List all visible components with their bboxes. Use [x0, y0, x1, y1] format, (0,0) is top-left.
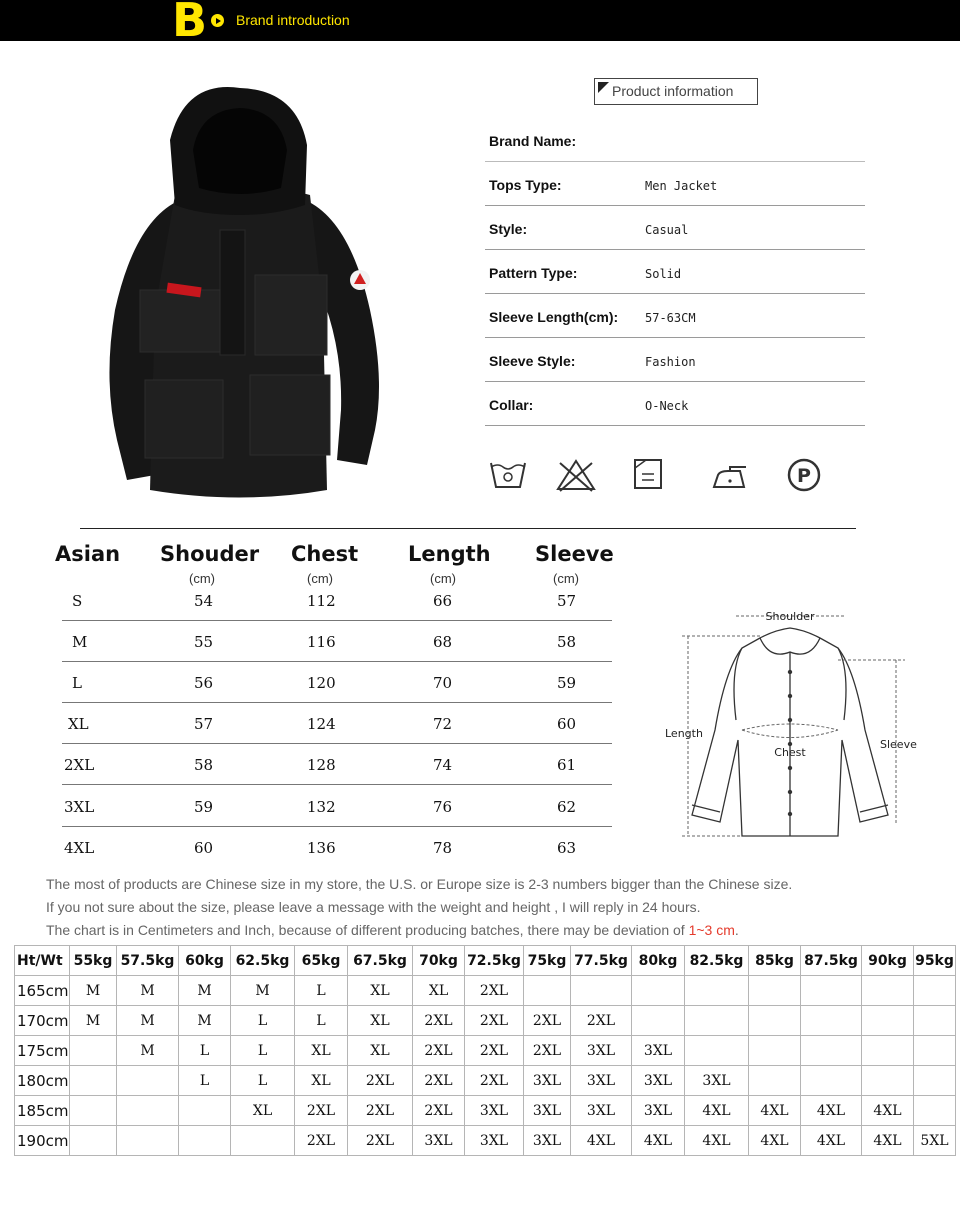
fit-size-cell: 4XL: [685, 1096, 749, 1126]
fit-size-cell: XL: [348, 1036, 413, 1066]
fit-weight-header: 90kg: [862, 946, 914, 976]
dry-flat-icon: [630, 455, 670, 495]
fit-size-cell: XL: [348, 976, 413, 1006]
fit-size-cell: [231, 1126, 295, 1156]
fit-size-cell: L: [179, 1066, 231, 1096]
fit-row: [15, 1096, 956, 1126]
fit-height-cell: 180cm: [15, 1066, 70, 1096]
fit-size-cell: [801, 1036, 862, 1066]
spec-key: Brand Name:: [489, 133, 577, 149]
fit-size-cell: 2XL: [465, 1036, 524, 1066]
size-cell: 66: [433, 592, 453, 610]
spec-key: Style:: [489, 221, 528, 237]
fit-size-cell: 3XL: [571, 1036, 632, 1066]
corner-triangle-icon: [598, 82, 609, 93]
fit-weight-header: 70kg: [413, 946, 465, 976]
fit-size-cell: 2XL: [295, 1126, 348, 1156]
fit-row: [15, 976, 956, 1006]
fit-weight-header: 75kg: [524, 946, 571, 976]
fit-height-cell: 165cm: [15, 976, 70, 1006]
size-cell: 54: [194, 592, 214, 610]
fit-size-cell: 2XL: [524, 1036, 571, 1066]
fit-size-cell: L: [231, 1006, 295, 1036]
fit-size-cell: 4XL: [685, 1126, 749, 1156]
fit-size-cell: 2XL: [571, 1006, 632, 1036]
fit-size-cell: 2XL: [413, 1096, 465, 1126]
size-cell: S: [72, 592, 83, 610]
fit-size-cell: L: [231, 1066, 295, 1096]
size-note-3-prefix: The chart is in Centimeters and Inch, because of different producing batches, there may be deviation of: [46, 922, 689, 938]
spec-value: 57-63CM: [645, 311, 696, 325]
fit-row: [15, 1126, 956, 1156]
size-cell: 59: [557, 674, 577, 692]
size-unit-label: (cm): [430, 571, 456, 586]
size-header-chest: Chest: [291, 542, 359, 566]
fit-size-cell: 3XL: [524, 1066, 571, 1096]
fit-size-cell: 3XL: [465, 1096, 524, 1126]
fit-size-cell: [179, 1096, 231, 1126]
spec-row: [485, 338, 865, 382]
fit-size-cell: [685, 976, 749, 1006]
fit-size-cell: [632, 976, 685, 1006]
fit-size-cell: 3XL: [413, 1126, 465, 1156]
fit-size-cell: [801, 976, 862, 1006]
fit-size-cell: [179, 1126, 231, 1156]
fit-size-cell: [117, 1126, 179, 1156]
size-cell: 74: [433, 756, 453, 774]
spec-value: Men Jacket: [645, 179, 718, 193]
no-bleach-icon: [556, 455, 596, 495]
fit-size-cell: L: [295, 1006, 348, 1036]
fit-size-cell: XL: [295, 1066, 348, 1096]
size-cell: 57: [557, 592, 577, 610]
spec-key: Sleeve Length(cm):: [489, 309, 619, 325]
fit-size-cell: [571, 976, 632, 1006]
fit-size-cell: 2XL: [465, 1066, 524, 1096]
fit-size-cell: M: [179, 1006, 231, 1036]
iron-icon: [710, 455, 750, 495]
size-note-1: The most of products are Chinese size in my store, the U.S. or Europe size is 2-3 numbers bigger than the Chinese size.: [46, 876, 793, 892]
fit-weight-header: 85kg: [749, 946, 801, 976]
fit-size-cell: 3XL: [465, 1126, 524, 1156]
spec-row: [485, 382, 865, 426]
brand-logo-letter: B: [172, 0, 208, 47]
size-cell: 59: [194, 798, 214, 816]
fit-size-cell: 3XL: [632, 1096, 685, 1126]
size-cell: L: [72, 674, 82, 692]
fit-size-cell: [914, 1006, 956, 1036]
fit-size-cell: [749, 976, 801, 1006]
fit-size-cell: [801, 1066, 862, 1096]
fit-size-cell: 3XL: [685, 1066, 749, 1096]
fit-size-cell: 2XL: [413, 1036, 465, 1066]
fit-weight-header: 62.5kg: [231, 946, 295, 976]
fit-size-cell: [70, 1036, 117, 1066]
spec-value: Fashion: [645, 355, 696, 369]
product-info-tag: [594, 78, 758, 105]
fit-size-cell: 4XL: [801, 1096, 862, 1126]
fit-size-cell: XL: [295, 1036, 348, 1066]
spec-key: Sleeve Style:: [489, 353, 576, 369]
fit-size-cell: [749, 1006, 801, 1036]
fit-size-cell: 4XL: [749, 1096, 801, 1126]
spec-row: [485, 294, 865, 338]
wash-30-icon: [488, 455, 528, 495]
product-spec-table: [485, 118, 865, 426]
fit-size-cell: 2XL: [295, 1096, 348, 1126]
size-row: [62, 703, 612, 744]
fit-size-cell: L: [295, 976, 348, 1006]
fit-size-cell: L: [179, 1036, 231, 1066]
size-cell: 61: [557, 756, 577, 774]
fit-size-cell: 3XL: [524, 1126, 571, 1156]
dry-clean-p-icon: [785, 455, 825, 495]
fit-size-cell: M: [70, 1006, 117, 1036]
fit-size-cell: 2XL: [348, 1096, 413, 1126]
size-note-2: If you not sure about the size, please leave a message with the weight and height , I will reply in 24 hours.: [46, 899, 701, 915]
size-row: [62, 744, 612, 785]
fit-size-cell: 3XL: [571, 1066, 632, 1096]
fit-size-cell: [749, 1036, 801, 1066]
fit-table: [14, 945, 956, 1156]
size-unit-label: (cm): [307, 571, 333, 586]
fit-size-cell: 3XL: [571, 1096, 632, 1126]
size-cell: 70: [433, 674, 453, 692]
size-cell: 136: [307, 839, 336, 857]
fit-height-cell: 185cm: [15, 1096, 70, 1126]
size-cell: 57: [194, 715, 214, 733]
fit-corner: Ht/Wt: [15, 946, 70, 976]
size-cell: 3XL: [64, 798, 95, 816]
fit-weight-header: 95kg: [914, 946, 956, 976]
fit-size-cell: [862, 1036, 914, 1066]
fit-size-cell: 4XL: [862, 1126, 914, 1156]
size-cell: M: [72, 633, 88, 651]
size-cell: 72: [433, 715, 453, 733]
fit-size-cell: [70, 1126, 117, 1156]
measurement-diagram: [660, 600, 930, 845]
size-row: [62, 662, 612, 703]
fit-size-cell: 2XL: [524, 1006, 571, 1036]
fit-size-cell: M: [117, 1006, 179, 1036]
size-row: [62, 621, 612, 662]
size-note-3-suffix: .: [734, 922, 739, 938]
fit-size-cell: 4XL: [571, 1126, 632, 1156]
fit-size-cell: 5XL: [914, 1126, 956, 1156]
fit-size-cell: XL: [348, 1006, 413, 1036]
size-cell: 128: [307, 756, 336, 774]
fit-weight-header: 55kg: [70, 946, 117, 976]
spec-row: [485, 162, 865, 206]
spec-row: [485, 206, 865, 250]
fit-header-row: [15, 946, 956, 976]
fit-weight-header: 80kg: [632, 946, 685, 976]
size-row: [62, 786, 612, 827]
fit-size-cell: 2XL: [465, 1006, 524, 1036]
fit-size-cell: XL: [413, 976, 465, 1006]
fit-row: [15, 1036, 956, 1066]
size-header-asian: Asian: [55, 542, 121, 566]
fit-size-cell: [117, 1096, 179, 1126]
size-cell: 124: [307, 715, 336, 733]
fit-size-cell: [524, 976, 571, 1006]
fit-weight-header: 60kg: [179, 946, 231, 976]
fit-size-cell: 4XL: [749, 1126, 801, 1156]
deviation-highlight: 1~3 cm: [688, 922, 735, 938]
fit-weight-header: 67.5kg: [348, 946, 413, 976]
spec-value: Casual: [645, 223, 689, 237]
section-divider: [80, 528, 856, 529]
diagram-label-length: Length: [665, 727, 703, 740]
fit-size-cell: [914, 1096, 956, 1126]
diagram-label-chest: Chest: [774, 746, 806, 759]
fit-size-cell: 4XL: [862, 1096, 914, 1126]
fit-height-cell: 190cm: [15, 1126, 70, 1156]
play-bullet-icon: [211, 14, 224, 27]
size-cell: 58: [557, 633, 577, 651]
fit-weight-header: 65kg: [295, 946, 348, 976]
size-row: [62, 580, 612, 621]
fit-size-cell: [862, 976, 914, 1006]
size-header-length: Length: [408, 542, 491, 566]
spec-key: Collar:: [489, 397, 534, 413]
fit-row: [15, 1006, 956, 1036]
fit-size-cell: [70, 1096, 117, 1126]
fit-size-cell: [801, 1006, 862, 1036]
fit-height-cell: 170cm: [15, 1006, 70, 1036]
size-cell: 116: [307, 633, 336, 651]
fit-size-cell: M: [117, 1036, 179, 1066]
fit-size-cell: [685, 1006, 749, 1036]
size-cell: 58: [194, 756, 214, 774]
fit-size-cell: [117, 1066, 179, 1096]
fit-size-cell: M: [179, 976, 231, 1006]
size-cell: 62: [557, 798, 577, 816]
size-cell: 76: [433, 798, 453, 816]
svg-text:P: P: [797, 465, 811, 487]
size-unit-label: (cm): [189, 571, 215, 586]
spec-value: O-Neck: [645, 399, 689, 413]
size-cell: 60: [557, 715, 577, 733]
fit-size-cell: 3XL: [524, 1096, 571, 1126]
fit-size-cell: [862, 1066, 914, 1096]
fit-size-cell: 3XL: [632, 1036, 685, 1066]
fit-weight-header: 72.5kg: [465, 946, 524, 976]
size-cell: 112: [307, 592, 336, 610]
spec-key: Tops Type:: [489, 177, 562, 193]
fit-size-cell: 2XL: [413, 1006, 465, 1036]
size-header-shoulder: Shouder: [160, 542, 260, 566]
fit-size-cell: 4XL: [632, 1126, 685, 1156]
fit-height-cell: 175cm: [15, 1036, 70, 1066]
product-info-tag-label: Product information: [612, 83, 734, 99]
size-cell: 78: [433, 839, 453, 857]
size-cell: 2XL: [64, 756, 95, 774]
fit-size-cell: [862, 1006, 914, 1036]
size-cell: 60: [194, 839, 214, 857]
fit-size-cell: M: [231, 976, 295, 1006]
spec-row: [485, 250, 865, 294]
spec-row: [485, 118, 865, 162]
fit-size-cell: 2XL: [465, 976, 524, 1006]
fit-size-cell: 2XL: [348, 1066, 413, 1096]
fit-size-cell: [632, 1006, 685, 1036]
size-cell: 63: [557, 839, 577, 857]
fit-size-cell: 4XL: [801, 1126, 862, 1156]
fit-size-cell: [70, 1066, 117, 1096]
size-unit-label: (cm): [553, 571, 579, 586]
size-cell: 132: [307, 798, 336, 816]
fit-size-cell: L: [231, 1036, 295, 1066]
fit-weight-header: 87.5kg: [801, 946, 862, 976]
fit-size-cell: M: [70, 976, 117, 1006]
fit-size-cell: [914, 1036, 956, 1066]
product-image: [75, 80, 405, 510]
size-cell: 120: [307, 674, 336, 692]
header-bar: [0, 0, 960, 47]
fit-weight-header: 82.5kg: [685, 946, 749, 976]
fit-size-cell: [749, 1066, 801, 1096]
header-title: Brand introduction: [236, 12, 350, 28]
fit-size-cell: XL: [231, 1096, 295, 1126]
fit-weight-header: 77.5kg: [571, 946, 632, 976]
spec-key: Pattern Type:: [489, 265, 578, 281]
fit-size-cell: [914, 976, 956, 1006]
size-cell: XL: [68, 715, 89, 733]
fit-size-cell: [685, 1036, 749, 1066]
size-cell: 68: [433, 633, 453, 651]
size-cell: 55: [194, 633, 214, 651]
spec-value: Solid: [645, 267, 682, 281]
size-header-sleeve: Sleeve: [535, 542, 614, 566]
fit-size-cell: M: [117, 976, 179, 1006]
size-cell: 56: [194, 674, 214, 692]
fit-weight-header: 57.5kg: [117, 946, 179, 976]
fit-size-cell: 2XL: [348, 1126, 413, 1156]
diagram-label-shoulder: Shoulder: [765, 610, 815, 623]
size-note-3: [46, 922, 739, 938]
diagram-label-sleeve: Sleeve: [880, 738, 917, 751]
fit-size-cell: 3XL: [632, 1066, 685, 1096]
size-cell: 4XL: [64, 839, 95, 857]
fit-size-cell: 2XL: [413, 1066, 465, 1096]
fit-row: [15, 1066, 956, 1096]
fit-size-cell: [914, 1066, 956, 1096]
size-row: [62, 827, 612, 868]
